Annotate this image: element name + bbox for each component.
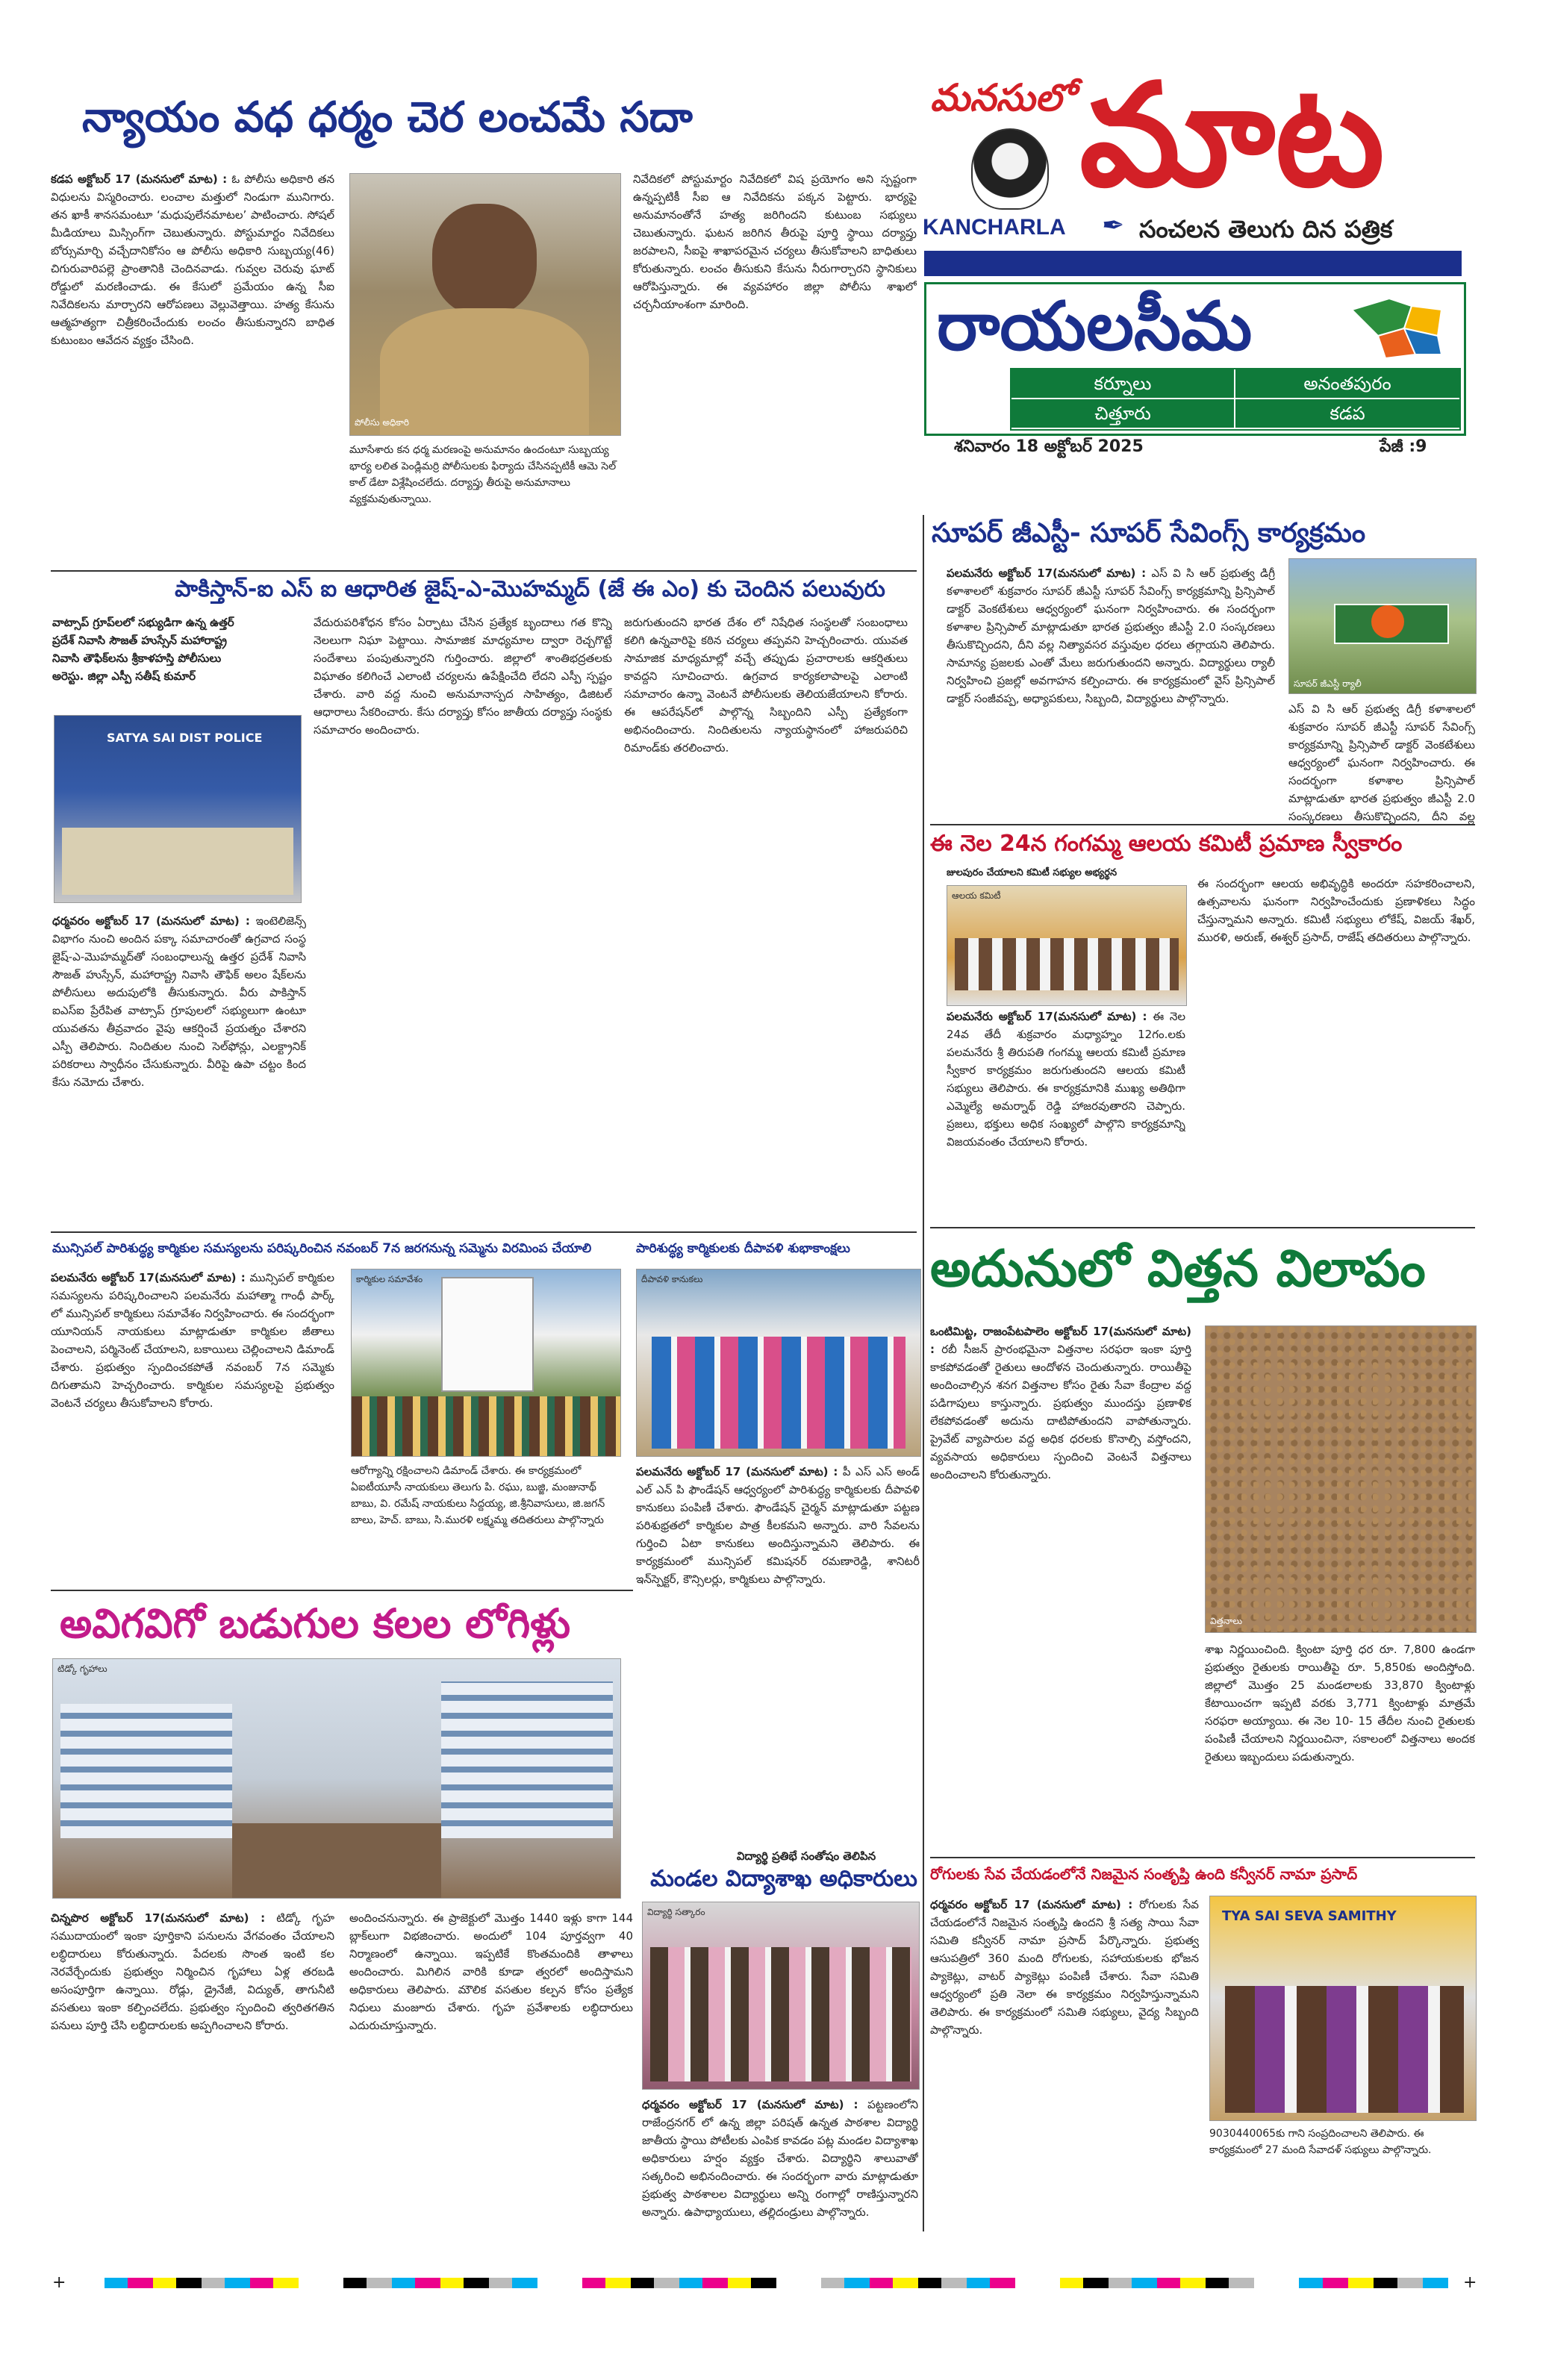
dateline: ధర్మవరం అక్టోబర్ 17 (మనసులో మాట) : bbox=[52, 914, 250, 928]
people-row bbox=[1225, 1986, 1464, 2113]
section-rule bbox=[51, 570, 917, 572]
headline: మున్సిపల్ పారిశుద్ధ్య కార్మికుల సమస్యలను పరిష్కరించిన నవంబర్ 7న జరగనున్న సమ్మెను విరమింప చేయాలి bbox=[52, 1241, 592, 1256]
logo-small: మనసులో bbox=[930, 76, 1073, 119]
seva-photo bbox=[1209, 1896, 1477, 2121]
photo-label: ఆలయ కమిటీ bbox=[952, 890, 1001, 901]
headline: అదునులో విత్తన విలాపం bbox=[930, 1240, 1426, 1299]
emblem bbox=[1371, 605, 1404, 638]
section-rule bbox=[930, 824, 1475, 825]
article-text: ఇంటెలిజెన్స్ విభాగం నుంచి అందిన పక్కా సమాచారంతో ఉగ్రవాద సంస్థ జైష్-ఎ-మొహమ్మద్‌తో సంబంధాలున్న ఉత్తర ప్రదేశ్ నివాసి సౌజత్ హుస్సేన్, మహారాష్ట్ర నివాసి తౌఫిక్ అలం షేక్‌లను పోలీసులు అదుపులోకి తీసుకున్నారు. వీరు పాకిస్తాన్ ఐఎస్ఐ ప్రేరేపిత వాట్సాప్ గ్రూపులలో సభ్యులుగా ఉంటూ యువతను తీవ్రవాదం వైపు ఆకర్షించే ప్రయత్నం చేశారని ఎస్పీ తెలిపారు. నిందితుల నుంచి సెల్‌ఫోన్లు, ఎలక్ట్రానిక్ పరికరాలు స్వాధీనం చేసుకున్నారు. వీరిపై ఉపా చట్టం కింద కేసు నమోదు చేశారు. bbox=[52, 914, 306, 1089]
photo-caption: ఆరోగ్యాన్ని రక్షించాలని డిమాండ్ చేశారు. ఈ కార్యక్రమంలో ఏఐటీయూసీ నాయకులు తెలుగు పి. రఘు, బుజ్జి, మంజునాథ్ బాబు, వి. రమేష్ నాయకులు సిద్దయ్య, జి.శ్రీనివాసులు, జి.జగన్ బాలు, హెచ్. బాబు, సి.మురళి లక్ష్మమ్మ తదితరులు పాల్గొన్నారు bbox=[351, 1465, 605, 1526]
headline: పాకిస్తాన్-ఐ ఎస్ ఐ ఆధారిత జైష్-ఎ-మొహమ్మద్ (జే ఈ ఎం) కు చెందిన పలువురు bbox=[175, 576, 885, 602]
headline: రోగులకు సేవ చేయడంలోనే నిజమైన సంతృప్తి ఉంది కన్వీనర్ నామా ప్రసాద్ bbox=[930, 1865, 1358, 1883]
workers-meet-photo bbox=[351, 1269, 621, 1457]
map-icon bbox=[1344, 295, 1449, 362]
article-body bbox=[349, 1909, 633, 2230]
seeds-photo bbox=[1205, 1325, 1477, 1633]
article-text: ఎస్ వి సి ఆర్ ప్రభుత్వ డిగ్రీ కళాశాలలో శుక్రవారం సూపర్ జీఎస్టీ సూపర్ సేవింగ్స్ కార్యక్రమాన్ని ప్రిన్సిపాల్ డాక్టర్ వెంకటేశులు ఆధ్వర్యంలో ఘనంగా నిర్వహించారు. ఈ సందర్భంగా కళాశాల ప్రిన్సిపాల్ మాట్లాడుతూ భారత ప్రభుత్వం జీఎస్టీ 2.0 సంస్కరణలు తీసుకొచ్చిందని, దీని వల్ల bbox=[1288, 702, 1475, 823]
photo-label: కార్మికుల సమావేశం bbox=[356, 1274, 423, 1284]
column-rule bbox=[923, 515, 924, 2231]
photo-label: SATYA SAI DIST POLICE bbox=[107, 731, 263, 745]
page-number: పేజీ :9 bbox=[1380, 437, 1427, 456]
kicker: విద్యార్థి ప్రతిభే సంతోషం తెలిపిన bbox=[736, 1849, 876, 1863]
article-text: పీ ఎస్ ఎస్ అండ్ ఎల్ ఎన్ పి ఫౌండేషన్ ఆధ్వర్యంలో పారిశుద్ధ్య కార్మికులకు దీపావళి కానుకలు పంపిణీ చేశారు. ఫౌండేషన్ చైర్మన్ మాట్లాడుతూ పట్టణ పరిశుభ్రతలో కార్మికుల పాత్ర కీలకమని అన్నారు. వారి సేవలను గుర్తించి ఏటా కానుకలు అందిస్తున్నామని తెలిపారు. ఈ కార్యక్రమంలో మున్సిపల్ కమిషనర్ రమణారెడ్డి, శానిటరీ ఇన్‌స్పెక్టర్, కౌన్సిలర్లు, కార్మికులు పాల్గొన్నారు. bbox=[636, 1465, 920, 1586]
article-body bbox=[642, 2096, 918, 2237]
headline: సూపర్ జీఎస్టీ- సూపర్ సేవింగ్స్ కార్యక్రమం bbox=[932, 518, 1366, 549]
photo-label: విత్తనాలు bbox=[1210, 1616, 1242, 1626]
crowd bbox=[352, 1396, 620, 1456]
tower-structure bbox=[441, 1277, 534, 1392]
officer-uniform bbox=[380, 308, 589, 435]
article-text: అందించనున్నారు. ఈ ప్రాజెక్టులో మొత్తం 1440 ఇళ్లు కాగా 144 బ్లాక్‌లుగా విభజించారు. అందులో 104 పూర్తవ్వగా 40 నిర్మాణంలో ఉన్నాయి. ఇప్పటికే కొంతమందికి తాళాలు అందించారు. మిగిలిన వారికి కూడా త్వరలో అందిస్తామని అధికారులు తెలిపారు. మౌలిక వసతుల కల్పన కోసం ప్రత్యేక నిధులు మంజూరు చేశారు. గృహ ప్రవేశాలకు లబ్ధిదారులు ఎదురుచూస్తున్నారు. bbox=[349, 1911, 633, 2032]
photo-label: పోలీసు అధికారి bbox=[355, 417, 409, 428]
dateline: ధర్మవరం అక్టోబర్ 17 (మనసులో మాట) : bbox=[642, 2098, 858, 2111]
article-text: ఎస్ వి సి ఆర్ ప్రభుత్వ డిగ్రీ కళాశాలలో శుక్రవారం సూపర్ జీఎస్టీ సూపర్ సేవింగ్స్ కార్యక్రమాన్ని ప్రిన్సిపాల్ డాక్టర్ వెంకటేశులు ఆధ్వర్యంలో ఘనంగా నిర్వహించారు. ఈ సందర్భంగా కళాశాల ప్రిన్సిపాల్ మాట్లాడుతూ భారత ప్రభుత్వం జీఎస్టీ 2.0 సంస్కరణలు తీసుకొచ్చిందని, దీని వల్ల నిత్యావసర వస్తువుల ధరలు తగ్గాయని తెలిపారు. సామాన్య ప్రజలకు ఎంతో మేలు జరుగుతుందని అన్నారు. విద్యార్థులు ర్యాలీ నిర్వహించి ప్రజల్లో అవగాహన కల్పించారు. ఈ కార్యక్రమంలో వైస్ ప్రిన్సిపాల్ డాక్టర్ సంజీవప్ప, అధ్యాపకులు, సిబ్బంది, విద్యార్థులు పాల్గొన్నారు. bbox=[947, 566, 1275, 705]
dateline: కడప అక్టోబర్ 17 (మనసులో మాట) : bbox=[51, 172, 228, 186]
district-cell: అనంతపురం bbox=[1235, 369, 1459, 398]
article-text: రోగులకు సేవ చేయడంలోనే నిజమైన సంతృప్తి ఉందని శ్రీ సత్య సాయి సేవా సమితి కన్వీనర్ నామా ప్రసాద్ పేర్కొన్నారు. ప్రభుత్వ ఆసుపత్రిలో 360 మంది రోగులకు, సహాయకులకు భోజన ప్యాకెట్లు, వాటర్ ప్యాకెట్లు పంపిణీ చేశారు. సేవా సమితి ఆధ్వర్యంలో ప్రతి నెలా ఈ కార్యక్రమం నిర్వహిస్తున్నామని తెలిపారు. ఈ కార్యక్రమంలో సమితి సభ్యులు, వైద్య సిబ్బంది పాల్గొన్నారు. bbox=[930, 1898, 1199, 2037]
building-right bbox=[441, 1681, 613, 1838]
dateline: పలమనేరు అక్టోబర్ 17 (మనసులో మాట) : bbox=[636, 1465, 838, 1478]
article-text: రబీ సీజన్ ప్రారంభమైనా విత్తనాల సరఫరా ఇంకా పూర్తి కాకపోవడంతో రైతులు ఆందోళన చెందుతున్నారు. రాయితీపై అందించాల్సిన శనగ విత్తనాల కోసం రైతు సేవా కేంద్రాల వద్ద పడిగాపులు కాస్తున్నారు. ప్రభుత్వం ముందస్తు ప్రణాళిక లేకపోవడంతో అదును దాటిపోతుందని వాపోతున్నారు. ప్రైవేట్ వ్యాపారుల వద్ద అధిక ధరలకు కొనాల్సి వస్తోందని, వ్యవసాయ అధికారులు స్పందించి వెంటనే విత్తనాలు అందించాలని కోరుతున్నారు. bbox=[930, 1343, 1191, 1481]
temple-committee-photo bbox=[947, 885, 1187, 1006]
headline: ఈ నెల 24న గంగమ్మ ఆలయ కమిటీ ప్రమాణ స్వీకారం bbox=[930, 831, 1403, 857]
article-body bbox=[636, 1463, 920, 1851]
region-title: రాయలసీమ bbox=[937, 287, 1253, 366]
article-body bbox=[1288, 700, 1475, 827]
article-text: వేదురుపరిశోధన కోసం ఏర్పాటు చేసిన ప్రత్యేక బృందాలు గత కొన్ని నెలలుగా నిఘా పెట్టాయి. సామాజిక మాధ్యమాల ద్వారా రెచ్చగొట్టే సందేశాలు పంపుతున్నారని గుర్తించారు. జిల్లాలో శాంతిభద్రతలకు విఘాతం కలిగించే ఎలాంటి చర్యలను ఉపేక్షించేది లేదని ఎస్పీ స్పష్టం చేశారు. వారి వద్ద నుంచి అనుమానాస్పద సాహిత్యం, డిజిటల్ ఆధారాలు సేకరించారు. కేసు దర్యాప్తు కోసం జాతీయ దర్యాప్తు సంస్థకు సమాచారం అందించారు. bbox=[314, 616, 612, 737]
subhead: వాట్సాప్ గ్రూప్‌లలో సభ్యుడిగా ఉన్న ఉత్తర్ ప్రదేశ్ నివాసి సౌజత్ హుస్సేన్ మహారాష్ట్ర నివాసి తౌఫిక్‌లను శ్రీకాళహస్తి పోలీసులు అరెస్టు. జిల్లా ఎస్పీ సతీష్ కుమార్ bbox=[52, 616, 234, 683]
article-body bbox=[947, 1008, 1185, 1194]
article-body bbox=[51, 1269, 334, 1590]
color-bar bbox=[821, 2278, 1015, 2288]
section-rule bbox=[930, 1227, 1475, 1228]
color-bar bbox=[582, 2278, 776, 2288]
color-bar bbox=[1299, 2278, 1448, 2288]
color-bar bbox=[343, 2278, 537, 2288]
photo-label: సూపర్ జీఎస్టీ ర్యాలీ bbox=[1294, 678, 1362, 689]
article-body bbox=[51, 1909, 334, 2230]
district-cell: కడప bbox=[1235, 399, 1459, 428]
region-box bbox=[924, 282, 1466, 436]
photo-label: విద్యార్థి సత్కారం bbox=[647, 1907, 705, 1917]
photo-label: TYA SAI SEVA SAMITHY bbox=[1222, 1908, 1397, 1924]
article-body bbox=[930, 1322, 1191, 1785]
dateline: పలమనేరు అక్టోబర్ 17(మనసులో మాట) : bbox=[51, 1271, 246, 1284]
article-body bbox=[52, 912, 306, 1225]
article-text: నివేదికలో పోస్టుమార్టం నివేదికలో విష ప్రయోగం అని స్పష్టంగా ఉన్నప్పటికీ సీఐ ఆ నివేదికను పక్కన పెట్టారు. భార్యపై అనుమానంతోనే హత్య జరిగిందని కుటుంబ సభ్యులు చెబుతున్నారు. ఘటన జరిగిన తీరుపై పూర్తి స్థాయి దర్యాప్తు జరపాలని, సీఐపై శాఖాపరమైన చర్యలు తీసుకోవాలని బాధితులు కోరుతున్నారు. లంచం తీసుకుని కేసును నీరుగార్చారని స్థానికులు ఆరోపిస్తున్నారు. ఈ వ్యవహారం జిల్లా పోలీసు శాఖలో చర్చనీయాంశంగా మారింది. bbox=[633, 172, 917, 311]
article-text: ఓ పోలీసు అధికారి తన విధులను విస్మరించారు. లంచాల మత్తులో నిండుగా మునిగారు. తన ఖాకీ శానసమంటూ ‘మధుపులేనమాటల’ పాటించారు. సోషల్ మీడియాలు మిస్సింగ్‌గా చెబుతున్నారు. పోస్టుమార్టం నివేదికలు బోర్సుమార్చి వచ్చేదానికోసం ఆ పోలీసు అధికారి సుబ్బయ్య(46) చిగురువారిపల్లె ప్రాంతానికి చెందినవాడు. గువ్వల చెరువు ఘాట్ రోడ్డులో మరణించాడు. ఈ కేసులో ప్రమేయం ఉన్న సీఐ నివేదికలను మార్చారని ఆరోపణలు వెల్లువెత్తాయి. హత్య కేసును ఆత్మహత్యగా చిత్రీకరించేందుకు లంచం తీసుకున్నారని బాధిత కుటుంబం ఆవేదన వ్యక్తం చేసింది. bbox=[51, 172, 334, 347]
district-cell: కర్నూలు bbox=[1011, 369, 1235, 398]
masthead bbox=[909, 53, 1477, 467]
dateline: పలమనేరు అక్టోబర్ 17(మనసులో మాట) : bbox=[947, 1010, 1147, 1023]
article-body bbox=[51, 170, 334, 573]
founder-portrait bbox=[971, 128, 1049, 210]
press-meet-photo bbox=[54, 715, 302, 903]
headline: మండల విద్యాశాఖ అధికారులు bbox=[650, 1866, 917, 1892]
diwali-gifts-photo bbox=[636, 1269, 921, 1457]
tagline: సంచలన తెలుగు దిన పత్రిక bbox=[1139, 215, 1393, 243]
group-people bbox=[955, 938, 1179, 990]
photo-caption: మూసేశారు కన ధర్మ మరణంపై అనుమానం ఉందంటూ సుబ్బయ్య భార్య లలిత పెండ్లిమర్రి పోలీసులకు ఫిర్యాదు చేసినప్పటికీ ఆమె సెల్ కాల్ డేటా విశ్లేషించలేదు. దర్యాప్తు తీరుపై అనుమానాలు వ్యక్తమవుతున్నాయి. bbox=[349, 444, 617, 505]
section-rule bbox=[51, 1231, 917, 1233]
article-text: మున్సిపల్ కార్మికుల సమస్యలను పరిష్కరించాలని పలమనేరు మహాత్మా గాంధీ పార్క్ లో మున్సిపల్ కార్మికులు సమావేశం నిర్వహించారు. ఈ సందర్భంగా యూనియన్ నాయకులు మాట్లాడుతూ కార్మికుల జీతాలు పెంచాలని, పర్మినెంట్ చేయాలని, బకాయిలు చెల్లించాలని డిమాండ్ చేశారు. ప్రభుత్వం స్పందించకపోతే నవంబర్ 7న సమ్మెకు దిగుతామని హెచ్చరించారు. కార్మికుల సమస్యలపై ప్రభుత్వం వెంటనే చర్యలు తీసుకోవాలని కోరారు. bbox=[51, 1271, 334, 1410]
crosshair-icon: + bbox=[52, 2273, 66, 2292]
people-row bbox=[650, 1947, 911, 2081]
photo-label: టిడ్కో గృహాలు bbox=[57, 1664, 107, 1674]
logo-box bbox=[915, 53, 1469, 264]
article-body bbox=[633, 170, 917, 573]
color-bar bbox=[105, 2278, 299, 2288]
section-rule bbox=[930, 1857, 1475, 1858]
article-body bbox=[1197, 875, 1475, 1196]
photo-caption: 9030440065కు గాని సంప్రదించాలని తెలిపారు. ఈ కార్యక్రమంలో 27 మంది సేవాదళ్ సభ్యులు పాల్గొన్నారు. bbox=[1209, 2128, 1432, 2156]
color-bar bbox=[1060, 2278, 1254, 2288]
article-text: శాఖ నిర్ణయించింది. క్వింటా పూర్తి ధర రూ. 7,800 ఉండగా ప్రభుత్వం రైతులకు రాయితీపై రూ. 5,850కు అందిస్తోంది. జిల్లాలో మొత్తం 25 మండలాలకు 33,870 క్వింటాళ్లు కేటాయించగా ఇప్పటి వరకు 3,771 క్వింటాళ్లు మాత్రమే సరఫరా అయ్యాయి. ఈ నెల 10- 15 తేదీల నుంచి రైతులకు పంపిణీ చేయాలని నిర్ణయించినా, సకాలంలో విత్తనాలు అందక రైతులు ఇబ్బందులు పడుతున్నారు. bbox=[1205, 1643, 1475, 1764]
article-text: పట్టణంలోని రాజేంద్రనగర్ లో ఉన్న జిల్లా పరిషత్ ఉన్నత పాఠశాల విద్యార్థి జాతీయ స్థాయి పోటీలకు ఎంపిక కావడం పట్ల మండల విద్యాశాఖ అధికారులు హర్షం వ్యక్తం చేశారు. విద్యార్థిని శాలువాతో సత్కరించి అభినందించారు. ఈ సందర్భంగా వారు మాట్లాడుతూ ప్రభుత్వ పాఠశాలల విద్యార్థులు అన్ని రంగాల్లో రాణిస్తున్నారని అన్నారు. ఉపాధ్యాయులు, తల్లిదండ్రులు పాల్గొన్నారు. bbox=[642, 2098, 918, 2219]
people-row bbox=[652, 1337, 905, 1449]
police-officer-photo bbox=[349, 173, 621, 436]
crosshair-icon: + bbox=[1463, 2273, 1477, 2292]
district-cell: చిత్తూరు bbox=[1011, 399, 1235, 428]
section-rule bbox=[51, 1590, 633, 1591]
article-text: ఈ నెల 24వ తేదీ శుక్రవారం మధ్యాహ్నం 12గం.లకు పలమనేరు శ్రీ తిరుపతి గంగమ్మ ఆలయ కమిటీ ప్రమాణ స్వీకార కార్యక్రమం జరుగుతుందని ఆలయ కమిటీ సభ్యులు తెలిపారు. ఈ కార్యక్రమానికి ముఖ్య అతిథిగా ఎమ్మెల్యే అమర్నాథ్ రెడ్డి హాజరవుతారని చెప్పారు. ప్రజలు, భక్తులు అధిక సంఖ్యలో పాల్గొని కార్యక్రమాన్ని విజయవంతం చేయాలని కోరారు. bbox=[947, 1010, 1185, 1149]
road bbox=[232, 1823, 441, 1898]
dateline: ధర్మవరం అక్టోబర్ 17 (మనసులో మాట) : bbox=[930, 1898, 1133, 1911]
article-text: జరుగుతుందని భారత దేశం లో నిషేధిత సంస్థలతో సంబంధాలు కలిగి ఉన్నవారిపై కఠిన చర్యలు తప్పవని హెచ్చరించారు. యువత సామాజిక మాధ్యమాల్లో వచ్చే తప్పుడు ప్రచారాలకు ఆకర్షితులు కావద్దని సూచించారు. ఉగ్రవాద కార్యకలాపాలపై ఎలాంటి సమాచారం ఉన్నా వెంటనే పోలీసులకు తెలియజేయాలని కోరారు. ఈ ఆపరేషన్‌లో పాల్గొన్న సిబ్బందిని ఎస్పీ ప్రత్యేకంగా అభినందించారు. నిందితులను న్యాయస్థానంలో హాజరుపరిచి రిమాండ్‌కు తరలించారు. bbox=[624, 616, 908, 755]
print-registration-bar bbox=[0, 2269, 1543, 2299]
article-body bbox=[1205, 1640, 1475, 1864]
brand-name: KANCHARLA bbox=[923, 215, 1066, 240]
article-text: టిడ్కో గృహ సముదాయంలో ఇంకా పూర్తికాని పనులను వేగవంతం చేయాలని లబ్ధిదారులు కోరుతున్నారు. పేదలకు సొంత ఇంటి కల నెరవేర్చేందుకు ప్రభుత్వం నిర్మించిన గృహాలు ఏళ్ల తరబడి అసంపూర్తిగా ఉన్నాయి. రోడ్లు, డ్రైనేజీ, విద్యుత్, తాగునీటి వసతులు ఇంకా కల్పించలేదు. ప్రభుత్వం స్పందించి త్వరితగతిన పనులు పూర్తి చేసి లబ్ధిదారులకు అప్పగించాలని కోరారు. bbox=[51, 1911, 334, 2032]
dateline: ఒంటిమిట్ట, రాజంపేటపాలెం అక్టోబర్ 17(మనసులో మాట) : bbox=[930, 1325, 1191, 1356]
headline: న్యాయం వధ ధర్మం చెర లంచమే సదా bbox=[82, 93, 693, 142]
article-body bbox=[314, 613, 612, 1225]
headline: అవిగవిగో బడుగుల కలల లోగిళ్లు bbox=[60, 1600, 571, 1647]
officers-table bbox=[62, 828, 293, 895]
headline: పారిశుద్ధ్య కార్మికులకు దీపావళి శుభాకాంక్షలు bbox=[636, 1241, 850, 1256]
pen-icon: ✒ bbox=[1102, 210, 1125, 241]
issue-date: శనివారం 18 అక్టోబర్ 2025 bbox=[954, 437, 1144, 456]
dateline: పలమనేరు అక్టోబర్ 17(మనసులో మాట) : bbox=[947, 566, 1147, 580]
dateline: చిన్నపొర అక్టోబర్ 17(మనసులో మాట) : bbox=[51, 1911, 266, 1925]
article-body bbox=[930, 1896, 1199, 2231]
article-body bbox=[947, 564, 1275, 833]
building-left bbox=[60, 1704, 232, 1838]
article-body bbox=[624, 613, 908, 1225]
blue-band bbox=[924, 251, 1462, 276]
district-grid bbox=[1010, 368, 1461, 431]
officer-figure bbox=[432, 204, 537, 316]
housing-photo bbox=[52, 1658, 621, 1899]
students-photo bbox=[642, 1902, 920, 2090]
logo-big: మాట bbox=[1079, 53, 1385, 218]
photo-label: దీపావళి కానుకలు bbox=[641, 1274, 703, 1284]
photo-kicker: జులపురం చేయాలని కమిటీ సభ్యుల అభ్యర్థన bbox=[947, 867, 1117, 878]
rally-photo bbox=[1288, 558, 1477, 694]
article-text: ఈ సందర్భంగా ఆలయ అభివృద్ధికి అందరూ సహకరించాలని, ఉత్సవాలను ఘనంగా నిర్వహించేందుకు ప్రణాళికలు సిద్ధం చేస్తున్నామని అన్నారు. కమిటీ సభ్యులు లోకేష్, విజయ్ శేఖర్, మురళి, అరుణ్, ఈశ్వర్ ప్రసాద్, రాజేష్ తదితరులు పాల్గొన్నారు. bbox=[1197, 877, 1475, 944]
